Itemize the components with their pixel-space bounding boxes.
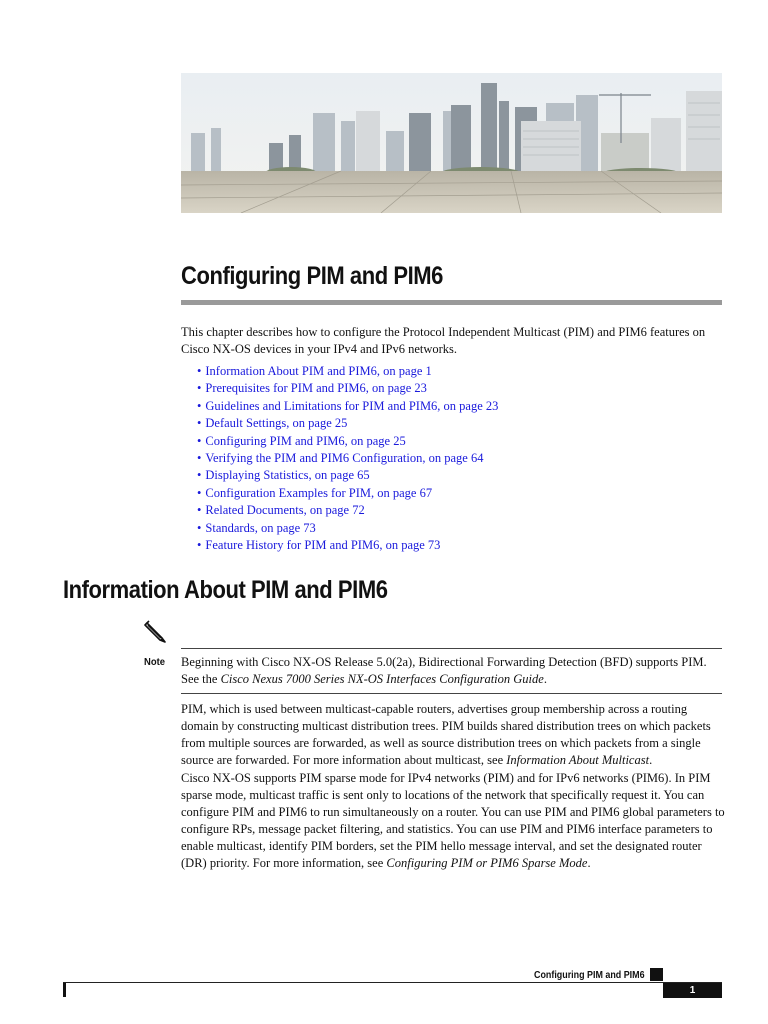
footer-tick: [63, 983, 66, 997]
chapter-intro: This chapter describes how to configure the Protocol Independent Multicast (PIM) and PIM6 features on Cisco NX-OS devices in your IPv4 and IPv6 networks.: [181, 325, 706, 356]
note-rule-bottom: [181, 693, 722, 694]
banner-image: [181, 73, 722, 213]
pencil-icon: [143, 619, 169, 645]
footer-block: [650, 968, 663, 981]
body-paragraph: PIM, which is used between multicast-capable routers, advertises group membership across a routing domain by constructing multicast distribution trees. PIM builds shared distribution trees on which packets from multiple sources are forwarded, as well as source distribution trees on which packets from a single source are forwarded. For more information about multicast, see Information About Multicast.: [181, 702, 711, 767]
cross-reference: Configuring PIM or PIM6 Sparse Mode: [386, 856, 588, 870]
chapter-toc: [197, 363, 498, 554]
toc-link[interactable]: • Displaying Statistics, on page 65: [197, 468, 370, 483]
toc-link[interactable]: • Standards, on page 73: [197, 520, 316, 535]
page-number: 1: [663, 983, 722, 998]
footer-title: Configuring PIM and PIM6: [534, 969, 645, 981]
toc-link[interactable]: • Guidelines and Limitations for PIM and PIM6, on page 23: [197, 398, 499, 413]
toc-link[interactable]: • Default Settings, on page 25: [197, 416, 348, 431]
chapter-title: Configuring PIM and PIM6: [181, 262, 443, 290]
toc-link[interactable]: • Verifying the PIM and PIM6 Configuration, on page 64: [197, 451, 484, 466]
note-text: Beginning with Cisco NX-OS Release 5.0(2a), Bidirectional Forwarding Detection (BFD) supports PIM. See the Cisco Nexus 7000 Series NX-OS Interfaces Configuration Guide.: [181, 655, 707, 686]
toc-link[interactable]: • Configuring PIM and PIM6, on page 25: [197, 433, 406, 448]
toc-link[interactable]: • Related Documents, on page 72: [197, 503, 365, 518]
body-paragraph: Cisco NX-OS supports PIM sparse mode for IPv4 networks (PIM) and for IPv6 networks (PIM6). In PIM sparse mode, multicast traffic is sent only to locations of the network that specifically request it. You can configure PIM and PIM6 to run simultaneously on a router. You can use PIM and PIM6 global parameters to configure RPs, message packet filtering, and statistics. You can use PIM and PIM6 interface parameters to enable multicast, identify PIM borders, set the PIM hello message interval, and set the designated router (DR) priority. For more information, see Configuring PIM or PIM6 Sparse Mode.: [181, 771, 725, 870]
cross-reference: Information About Multicast: [506, 753, 650, 767]
section-title: Information About PIM and PIM6: [63, 576, 388, 604]
toc-link[interactable]: • Feature History for PIM and PIM6, on page 73: [197, 538, 441, 553]
footer-rule: [63, 982, 722, 983]
toc-link[interactable]: • Configuration Examples for PIM, on page 67: [197, 485, 433, 500]
title-rule: [181, 300, 722, 305]
note-guide-reference: Cisco Nexus 7000 Series NX-OS Interfaces Configuration Guide: [220, 672, 544, 686]
toc-link[interactable]: • Prerequisites for PIM and PIM6, on page 23: [197, 381, 427, 396]
note-label: Note: [144, 656, 166, 668]
note-rule-top: [181, 648, 722, 649]
toc-link[interactable]: • Information About PIM and PIM6, on page 1: [197, 364, 432, 378]
